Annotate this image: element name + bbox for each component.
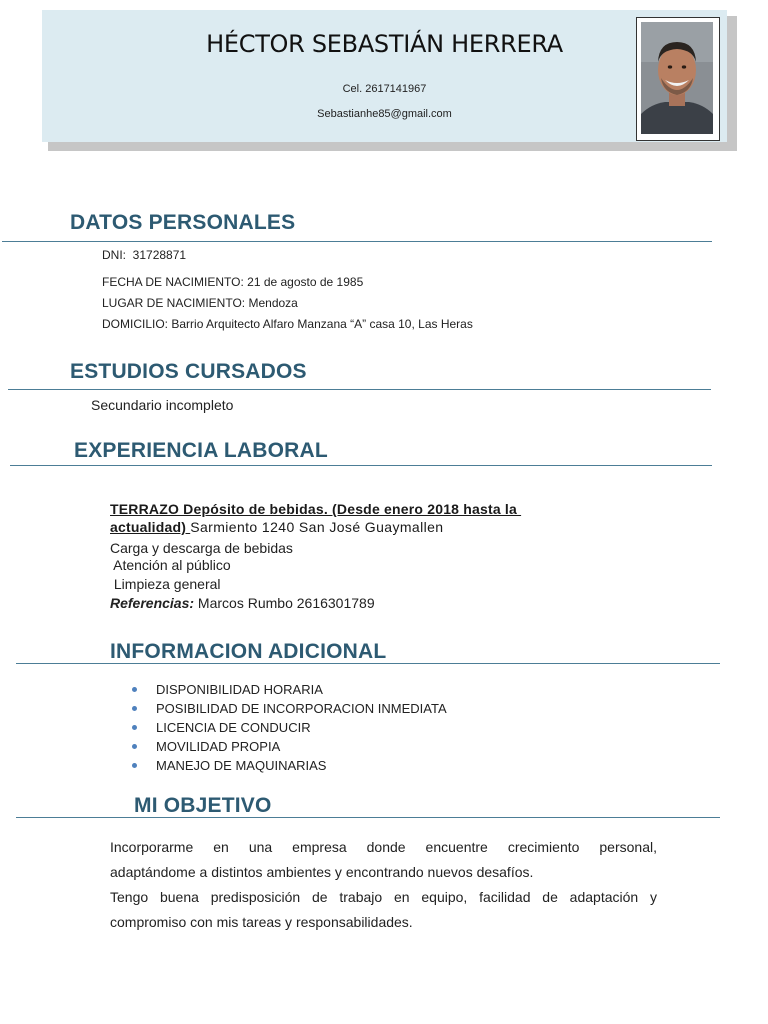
job-title-line1: TERRAZO Depósito de bebidas. (Desde enero 2018 hasta la [110, 501, 522, 517]
list-item: DISPONIBILIDAD HORARIA [130, 682, 447, 701]
job-task: Carga y descarga de bebidas [110, 540, 293, 556]
section-divider [16, 817, 720, 818]
job-title-line2 [110, 519, 444, 535]
section-divider [16, 663, 720, 664]
section-divider [2, 241, 712, 242]
job-title-continued: actualidad) [110, 519, 191, 535]
section-divider [10, 465, 712, 466]
address-row [102, 317, 473, 331]
birth-date-value: 21 de agosto de 1985 [247, 275, 364, 289]
job-task: Limpieza general [110, 576, 221, 592]
objective-line: Tengo buena predisposición de trabajo en equipo, facilidad de adaptación y [110, 889, 657, 905]
birth-date-label: FECHA DE NACIMIENTO: [102, 275, 244, 289]
objective-line: compromiso con mis tareas y responsabilidades. [110, 914, 413, 930]
objective-line: Incorporarme en una empresa donde encuentre crecimiento personal, [110, 839, 657, 855]
section-divider [8, 389, 711, 390]
address-label: DOMICILIO: [102, 317, 169, 331]
birth-place-value: Mendoza [248, 296, 298, 310]
list-item: POSIBILIDAD DE INCORPORACION INMEDIATA [130, 701, 447, 720]
section-heading-objective: MI OBJETIVO [134, 794, 272, 817]
job-references [110, 595, 375, 611]
section-heading-additional: INFORMACION ADICIONAL [110, 640, 387, 663]
additional-info-list [130, 682, 447, 777]
section-heading-personal: DATOS PERSONALES [70, 211, 296, 234]
birth-place-row [102, 296, 298, 310]
email-address: Sebastianhe85@gmail.com [317, 108, 452, 120]
phone-number: Cel. 2617141967 [342, 83, 427, 95]
dni-row [102, 248, 186, 262]
list-item: MOVILIDAD PROPIA [130, 739, 447, 758]
section-heading-experience: EXPERIENCIA LABORAL [74, 439, 328, 462]
profile-photo [641, 22, 713, 134]
dni-value: 31728871 [132, 248, 187, 262]
address-value: Barrio Arquitecto Alfaro Manzana “A” casa 10, Las Heras [171, 317, 473, 331]
studies-item: Secundario incompleto [91, 397, 234, 413]
list-item: MANEJO DE MAQUINARIAS [130, 758, 447, 777]
list-item: LICENCIA DE CONDUCIR [130, 720, 447, 739]
dni-label: DNI: [102, 248, 126, 262]
birth-place-label: LUGAR DE NACIMIENTO: [102, 296, 246, 310]
job-location: Sarmiento 1240 San José Guaymallen [190, 519, 444, 535]
job-task: Atención al público [110, 557, 231, 573]
birth-date-row [102, 275, 363, 289]
objective-line: adaptándome a distintos ambientes y encontrando nuevos desafíos. [110, 864, 534, 880]
section-heading-studies: ESTUDIOS CURSADOS [70, 360, 307, 383]
references-value: Marcos Rumbo 2616301789 [194, 595, 375, 611]
references-label: Referencias: [110, 595, 195, 611]
candidate-name: HÉCTOR SEBASTIÁN HERRERA [206, 30, 563, 58]
